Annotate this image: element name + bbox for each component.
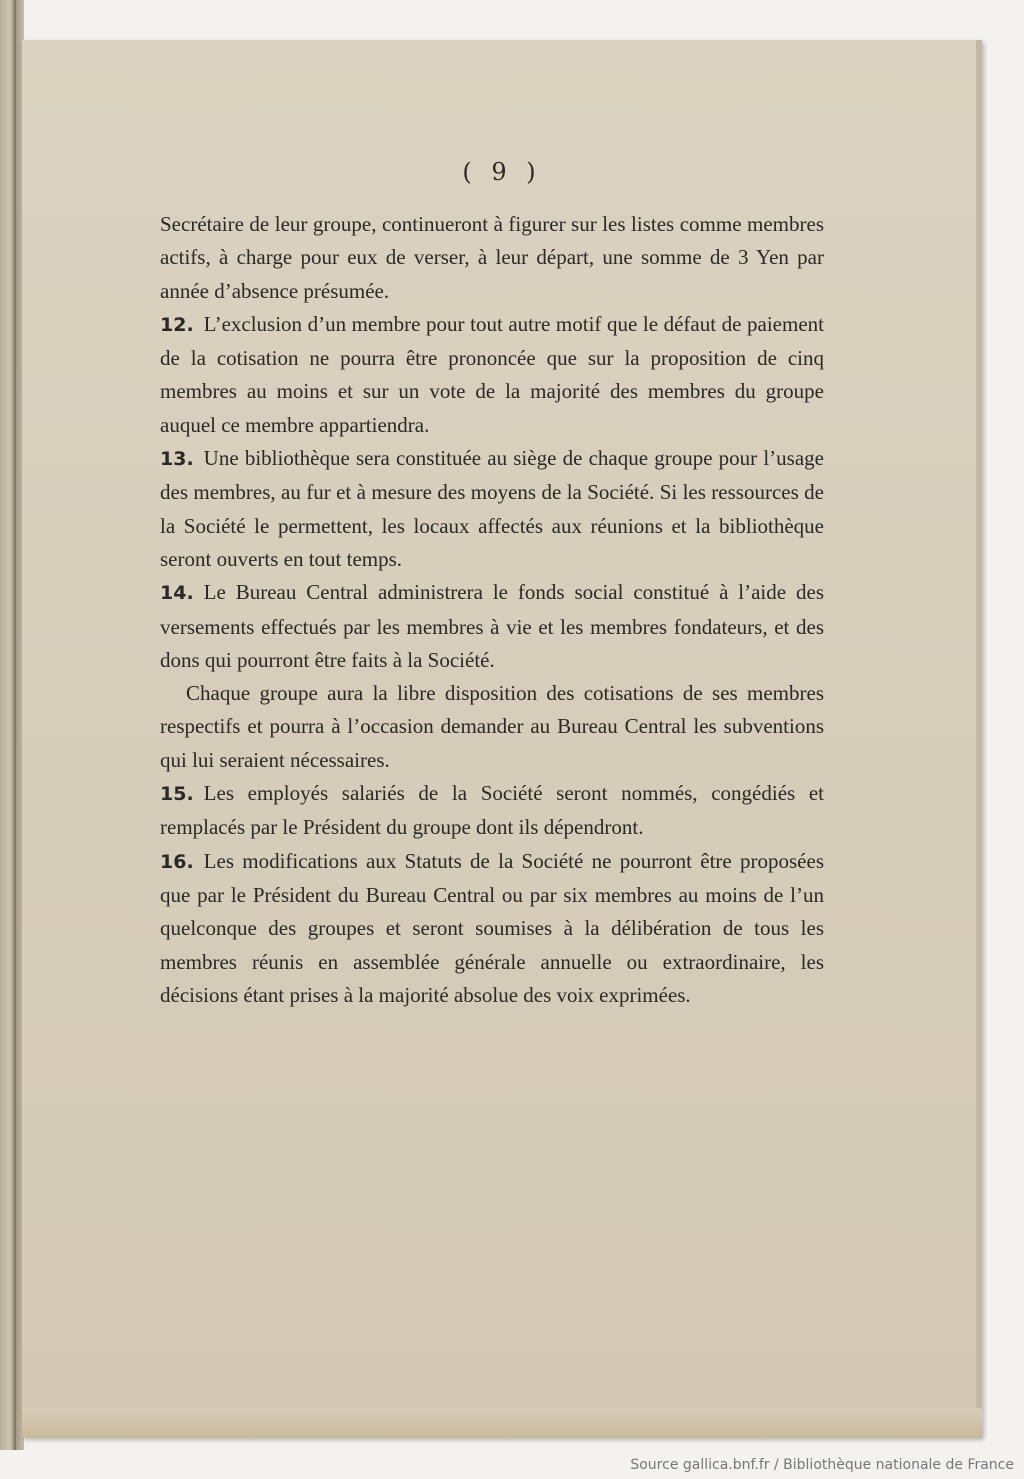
article-14 — [160, 576, 824, 677]
paragraph-indented — [160, 677, 824, 777]
article-number: 14. — [160, 582, 194, 605]
source-credit: Source gallica.bnf.fr / Bibliothèque nationale de France — [630, 1457, 1014, 1473]
book-edge — [0, 0, 24, 1450]
article-number: 16. — [160, 850, 194, 873]
page-edge — [976, 40, 982, 1438]
spine-line — [14, 0, 16, 1450]
article-13 — [160, 442, 824, 576]
article-12 — [160, 308, 824, 442]
article-16 — [160, 845, 824, 1012]
page-number: ( 9 ) — [462, 158, 542, 186]
paragraph-continuation — [160, 208, 824, 308]
article-number: 15. — [160, 783, 194, 806]
scanned-page — [22, 40, 982, 1438]
paragraph-text: Chaque groupe aura la libre disposition des cotisations de ses membres respectifs et pourra à l’occasion demander au Bureau Central les subventions qui lui seraient nécessaires. — [160, 681, 824, 772]
article-number: 13. — [160, 448, 194, 471]
paragraph-text: Secrétaire de leur groupe, continueront à figurer sur les listes comme membres actifs, à charge pour eux de verser, à leur départ, une somme de 3 Yen par année d’absence présumée. — [160, 212, 824, 303]
body-text — [160, 208, 824, 1012]
article-text: Les employés salariés de la Société seront nommés, congédiés et remplacés par le Président du groupe dont ils dépendront. — [160, 781, 824, 840]
article-number: 12. — [160, 313, 194, 336]
article-15 — [160, 777, 824, 845]
article-text: Une bibliothèque sera constituée au siège de chaque groupe pour l’usage des membres, au fur et à mesure des moyens de la Société. Si les ressources de la Société le permettent, les locaux affectés aux réunions et la bibliothèque seront ouverts en tout temps. — [160, 446, 824, 571]
article-text: L’exclusion d’un membre pour tout autre motif que le défaut de paiement de la cotisation ne pourra être prononcée que sur la proposition de cinq membres au moins et sur un vote de la majorité des membres du groupe auquel ce membre appartiendra. — [160, 311, 824, 437]
article-text: Les modifications aux Statuts de la Société ne pourront être proposées que par le Président du Bureau Central ou par six membres au moins de l’un quelconque des groupes et seront soumises à la délibération de tous les membres réunis en assemblée générale annuelle ou extraordinaire, les décisions étant prises à la majorité absolue des voix exprimées. — [160, 848, 824, 1007]
page-bottom-band — [22, 1408, 982, 1438]
article-text: Le Bureau Central administrera le fonds social constitué à l’aide des versements effectués par les membres à vie et les membres fondateurs, et des dons qui pourront être faits à la Société. — [160, 580, 824, 672]
